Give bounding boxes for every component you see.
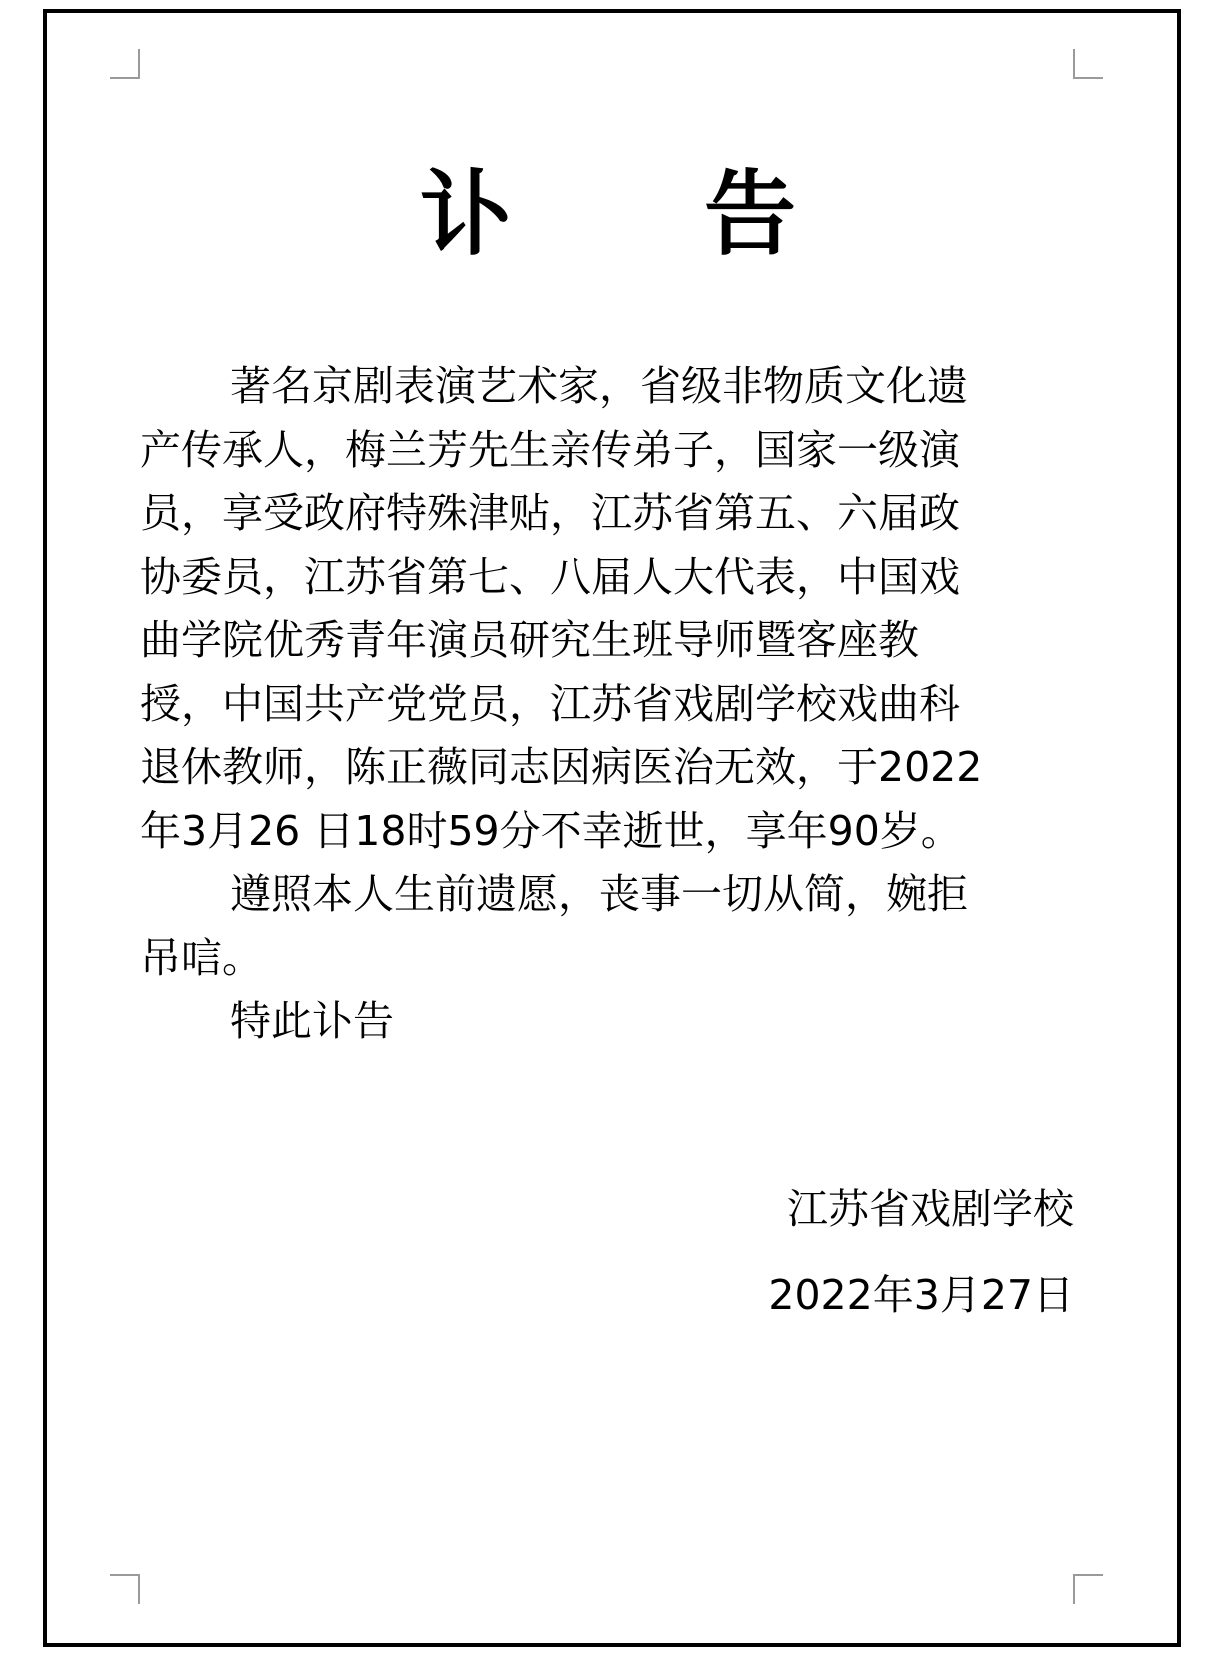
closing-line: 特此讣告 — [230, 997, 394, 1045]
notice-body — [140, 355, 1080, 1054]
crop-mark-top-left — [110, 49, 140, 79]
crop-mark-bottom-left — [110, 1574, 140, 1604]
body-line: 吊唁。 — [140, 933, 263, 982]
body-line: 授，中国共产党党员，江苏省戏剧学校戏曲科 — [140, 679, 960, 728]
body-line: 退休教师，陈正薇同志因病医治无效，于2022 — [140, 743, 983, 791]
body-line: 年3月26 日18时59分不幸逝世，享年90岁。 — [140, 806, 962, 855]
body-line: 著名京剧表演艺术家，省级非物质文化遗 — [230, 362, 968, 410]
signature-date: 2022年3月27日 — [768, 1271, 1074, 1319]
signature-organization: 江苏省戏剧学校 — [787, 1185, 1074, 1233]
body-line: 员，享受政府特殊津贴，江苏省第五、六届政 — [140, 489, 960, 537]
body-line: 协委员，江苏省第七、八届人大代表，中国戏 — [140, 552, 960, 601]
crop-mark-top-right — [1073, 49, 1103, 79]
body-line: 遵照本人生前遗愿，丧事一切从简，婉拒 — [230, 870, 968, 918]
body-line: 产传承人，梅兰芳先生亲传弟子，国家一级演 — [140, 425, 960, 474]
body-line: 曲学院优秀青年演员研究生班导师暨客座教 — [140, 616, 919, 664]
crop-mark-bottom-right — [1073, 1574, 1103, 1604]
notice-title: 讣 告 — [419, 161, 877, 268]
